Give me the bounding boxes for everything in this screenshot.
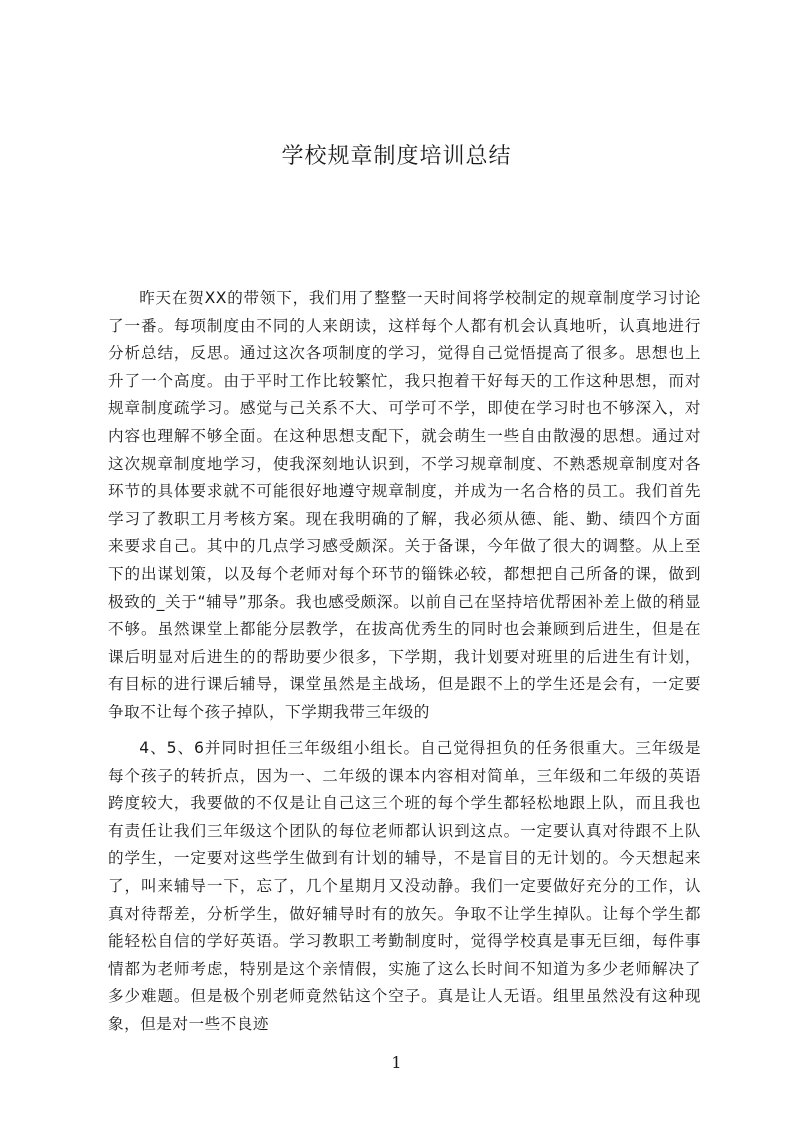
paragraph-1: 昨天在贺XX的带领下，我们用了整整一天时间将学校制定的规章制度学习讨论了一番。每项制度由不同的人来朗读，这样每个人都有机会认真地听，认真地进行分析总结，反思。通过这次各项制度的学习，觉得自己觉悟提高了很多。思想也上升了一个高度。由于平时工作比较繁忙，我只抱着干好每天的工作这种思想，而对规章制度疏学习。感觉与己关系不大、可学可不学，即使在学习时也不够深入，对内容也理解不够全面。在这种思想支配下，就会萌生一些自由散漫的思想。通过对这次规章制度地学习，使我深刻地认识到，不学习规章制度、不熟悉规章制度对各环节的具体要求就不可能很好地遵守规章制度，并成为一名合格的员工。我们首先学习了教职工月考核方案。现在我明确的了解，我必须从德、能、勤、绩四个方面来要求自己。其中的几点学习感受颇深。关于备课，今年做了很大的调整。从上至下的出谋划策，以及每个老师对每个环节的锱铢必较，都想把自己所备的课，做到极致的_关于“辅导”那条。我也感受颇深。以前自己在坚持培优帮困补差上做的稍显不够。虽然课堂上都能分层教学，在拔高优秀生的同时也会兼顾到后进生，但是在课后明显对后进生的的帮助要少很多，下学期，我计划要对班里的后进生有计划，有目标的进行课后辅导，课堂虽然是主战场，但是跟不上的学生还是会有，一定要争取不让每个孩子掉队，下学期我带三年级的: [108, 289, 701, 721]
paragraph-2: 4、5、6并同时担任三年级组小组长。自己觉得担负的任务很重大。三年级是每个孩子的转折点，因为一、二年级的课本内容相对简单，三年级和二年级的英语跨度较大，我要做的不仅是让自己这三个班的每个学生都轻松地跟上队，而且我也有责任让我们三年级这个团队的每位老师都认识到这点。一定要认真对待跟不上队的学生，一定要对这些学生做到有计划的辅导，不是盲目的无计划的。今天想起来了，叫来辅导一下，忘了，几个星期月又没动静。我们一定要做好充分的工作，认真对待帮差，分析学生，做好辅导时有的放矢。争取不让学生掉队。让每个学生都能轻松自信的学好英语。学习教职工考勤制度时，觉得学校真是事无巨细，每件事情都为老师考虑，特别是这个亲情假，实施了这么长时间不知道为多少老师解决了多少难题。但是极个别老师竟然钻这个空子。真是让人无语。组里虽然没有这种现象，但是对一些不良迹: [108, 739, 701, 1033]
page-number: 1: [391, 1053, 402, 1072]
document-title: 学校规章制度培训总结: [281, 144, 512, 169]
